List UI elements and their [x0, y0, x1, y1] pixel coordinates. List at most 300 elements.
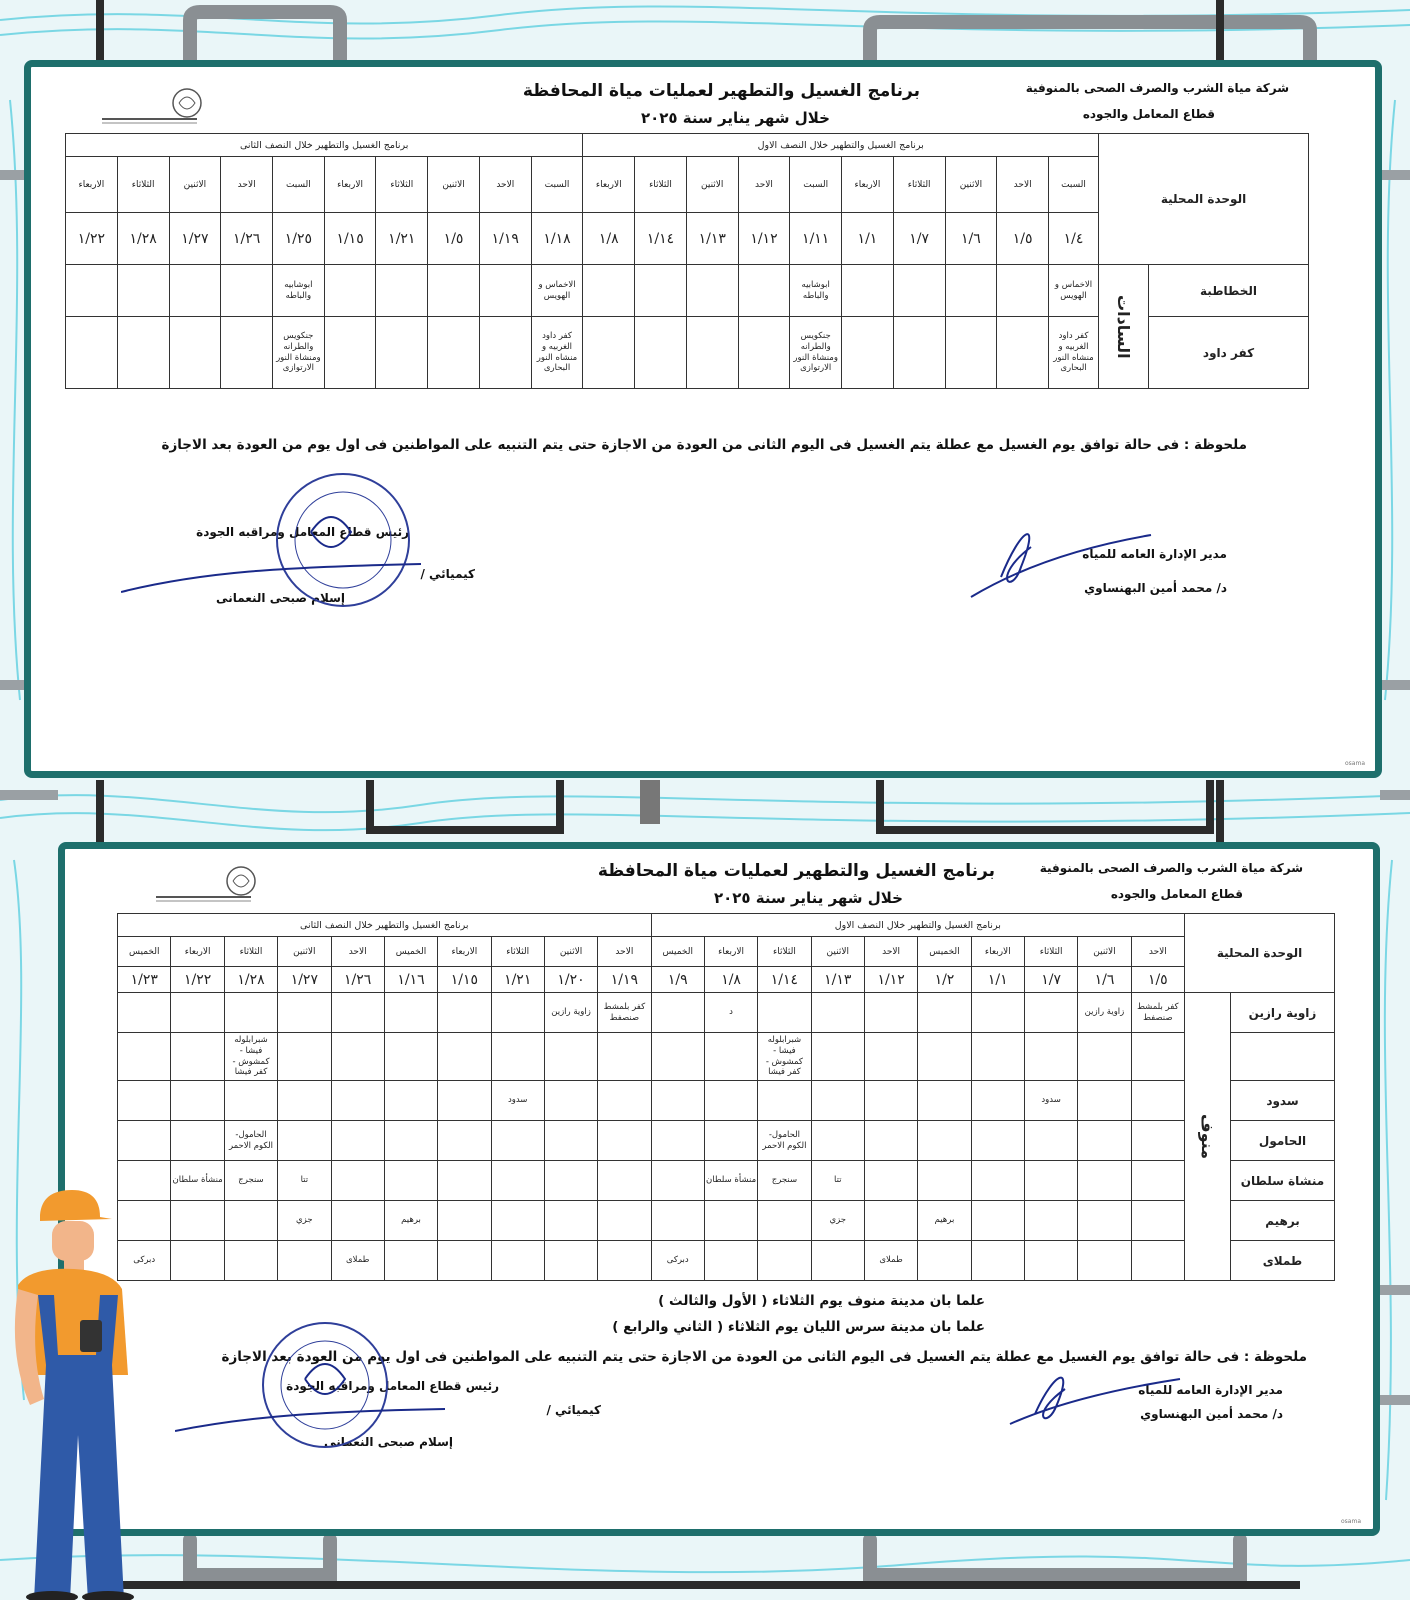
date-cell: ١/١ [971, 967, 1024, 993]
schedule-cell [842, 317, 894, 389]
schedule-cell [945, 265, 997, 317]
schedule-cell [66, 317, 118, 389]
date-cell: ١/٨ [583, 213, 635, 265]
worker-illustration [0, 1185, 150, 1600]
schedule-cell [171, 1201, 224, 1241]
schedule-cell [686, 265, 738, 317]
day-header: الثلاثاء [758, 937, 811, 967]
city-side-label: منوف [1185, 993, 1231, 1281]
date-cell: ١/١٩ [598, 967, 651, 993]
schedule-cell [169, 265, 221, 317]
unit-name: برهيم [1231, 1201, 1335, 1241]
schedule-cell [971, 1081, 1024, 1121]
date-cell: ١/٦ [945, 213, 997, 265]
date-cell: ١/٩ [651, 967, 704, 993]
schedule-cell [918, 1241, 971, 1281]
schedule-cell: شبرابلوله فيشا - كمشوش - كفر فيشا [758, 1033, 811, 1081]
schedule-cell [117, 265, 169, 317]
signature-right-name: د/ محمد أمين البهنساوي [1140, 1407, 1283, 1421]
schedule-cell [169, 317, 221, 389]
table-row [118, 1161, 1335, 1201]
day-header: الاربعاء [438, 937, 491, 967]
schedule-cell [278, 1033, 331, 1081]
schedule-cell [331, 1081, 384, 1121]
day-header: الثلاثاء [376, 157, 428, 213]
official-stamp-icon [121, 472, 421, 607]
schedule-cell [864, 993, 917, 1033]
day-header: الاحد [738, 157, 790, 213]
date-cell: ١/٤ [1049, 213, 1099, 265]
schedule-table [117, 913, 1335, 1281]
official-stamp-icon [175, 1319, 455, 1449]
schedule-cell: الاخماس و الهويس [1049, 265, 1099, 317]
schedule-cell [811, 1033, 864, 1081]
schedule-cell: ابوشابيه والباطه [272, 265, 324, 317]
schedule-cell [864, 1081, 917, 1121]
schedule-cell [171, 1081, 224, 1121]
schedule-cell [278, 1241, 331, 1281]
schedule-cell [1131, 1033, 1184, 1081]
schedule-cell [1078, 1081, 1131, 1121]
day-header: الاثنين [811, 937, 864, 967]
schedule-cell [224, 1241, 277, 1281]
schedule-cell [893, 317, 945, 389]
schedule-cell [758, 1201, 811, 1241]
schedule-cell [324, 265, 376, 317]
schedule-cell [224, 1201, 277, 1241]
schedule-cell [971, 1201, 1024, 1241]
date-cell: ١/٨ [704, 967, 757, 993]
schedule-cell: منشأة سلطان [704, 1161, 757, 1201]
day-header: السبت [272, 157, 324, 213]
city-side-label: السادات [1099, 265, 1149, 389]
schedule-cell [651, 1121, 704, 1161]
date-cell: ١/٢٨ [224, 967, 277, 993]
schedule-cell: دبركى [651, 1241, 704, 1281]
date-cell: ١/١٤ [635, 213, 687, 265]
schedule-cell [384, 1121, 437, 1161]
schedule-cell [971, 1033, 1024, 1081]
schedule-cell [331, 993, 384, 1033]
schedule-cell: كفر بلمشط صنصفط [598, 993, 651, 1033]
table-row [118, 1241, 1335, 1281]
schedule-cell [651, 1081, 704, 1121]
date-cell: ١/٢٣ [118, 967, 171, 993]
schedule-cell [1078, 1121, 1131, 1161]
schedule-cell [384, 1241, 437, 1281]
unit-name: الخطاطبة [1149, 265, 1309, 317]
schedule-cell: جنكويس والطرانه ومنشاة النور الارتوازى [272, 317, 324, 389]
day-header: الاربعاء [583, 157, 635, 213]
schedule-cell [1131, 1201, 1184, 1241]
schedule-cell [171, 993, 224, 1033]
schedule-sheet-sadat [24, 60, 1382, 778]
schedule-cell [583, 317, 635, 389]
schedule-cell [438, 1161, 491, 1201]
schedule-cell [224, 1081, 277, 1121]
schedule-cell [997, 265, 1049, 317]
schedule-cell [491, 1121, 544, 1161]
first-half-header: برنامج الغسيل والتطهير خلال النصف الاول [651, 914, 1184, 937]
schedule-cell [686, 317, 738, 389]
unit-name: الحامول [1231, 1121, 1335, 1161]
schedule-cell [438, 1121, 491, 1161]
day-header: الاثنين [686, 157, 738, 213]
schedule-cell [598, 1161, 651, 1201]
day-header: السبت [1049, 157, 1099, 213]
unit-name: زاوية رازين [1231, 993, 1335, 1033]
schedule-cell [1024, 1241, 1077, 1281]
schedule-cell [598, 1121, 651, 1161]
date-cell: ١/٢٦ [331, 967, 384, 993]
date-cell: ١/٦ [1078, 967, 1131, 993]
schedule-cell [1131, 1121, 1184, 1161]
company-logo-icon [97, 85, 217, 129]
signature-left-name: إسلام صبحى النعمانى [324, 1435, 453, 1449]
date-cell: ١/٢١ [376, 213, 428, 265]
schedule-cell [864, 1033, 917, 1081]
schedule-cell [918, 1081, 971, 1121]
schedule-cell [376, 317, 428, 389]
day-header: السبت [790, 157, 842, 213]
unit-header: الوحدة المحلية [1185, 914, 1335, 993]
table-row [66, 265, 1309, 317]
schedule-cell [118, 993, 171, 1033]
date-cell: ١/٢٢ [171, 967, 224, 993]
signature-right-title: مدير الإدارة العامه للمياه [1082, 547, 1227, 561]
schedule-cell: الحامول- الكوم الاحمر [224, 1121, 277, 1161]
date-cell: ١/٢٥ [272, 213, 324, 265]
schedule-cell: كفر بلمشط صنصفط [1131, 993, 1184, 1033]
schedule-cell [945, 317, 997, 389]
signature-left-title: رئيس قطاع المعامل ومراقبه الجودة [196, 525, 409, 539]
schedule-cell [758, 1081, 811, 1121]
day-header: الاحد [479, 157, 531, 213]
schedule-cell [598, 1201, 651, 1241]
schedule-cell: الاخماس و الهويس [531, 265, 583, 317]
schedule-cell [331, 1161, 384, 1201]
signature-right-title: مدير الإدارة العامه للمياه [1138, 1383, 1283, 1397]
schedule-cell [1131, 1241, 1184, 1281]
schedule-cell [384, 1081, 437, 1121]
unit-header: الوحدة المحلية [1099, 134, 1309, 265]
info-line-sers-ellayan: علما بان مدينة سرس الليان يوم الثلاثاء ( الثاني والرابع ) [612, 1319, 985, 1335]
schedule-cell [811, 1241, 864, 1281]
schedule-cell [438, 1201, 491, 1241]
schedule-cell [438, 1033, 491, 1081]
schedule-cell [918, 1033, 971, 1081]
schedule-cell: طملاى [331, 1241, 384, 1281]
schedule-cell: برهيم [918, 1201, 971, 1241]
day-header: الاحد [598, 937, 651, 967]
schedule-cell [479, 317, 531, 389]
schedule-cell [491, 1033, 544, 1081]
day-header: الاثنين [278, 937, 331, 967]
date-cell: ١/١٩ [479, 213, 531, 265]
schedule-cell [438, 1081, 491, 1121]
schedule-cell [811, 1081, 864, 1121]
schedule-cell [971, 1121, 1024, 1161]
signature-right-scribble-icon [961, 507, 1161, 607]
table-row [118, 1081, 1335, 1121]
schedule-cell [1078, 1161, 1131, 1201]
schedule-cell: جزي [278, 1201, 331, 1241]
schedule-cell [428, 317, 480, 389]
day-header: الاحد [997, 157, 1049, 213]
day-header: الاربعاء [971, 937, 1024, 967]
schedule-cell: زاوية رازين [1078, 993, 1131, 1033]
schedule-cell [224, 993, 277, 1033]
schedule-cell [544, 1033, 597, 1081]
schedule-cell: جزي [811, 1201, 864, 1241]
schedule-cell: منشأة سلطان [171, 1161, 224, 1201]
info-line-menouf: علما بان مدينة منوف يوم الثلاثاء ( الأول والثالث ) [658, 1293, 985, 1309]
schedule-cell [864, 1201, 917, 1241]
day-header: الاحد [1131, 937, 1184, 967]
day-header: الاحد [221, 157, 273, 213]
day-header: الثلاثاء [893, 157, 945, 213]
date-cell: ١/٢٢ [66, 213, 118, 265]
day-header: الخميس [118, 937, 171, 967]
department-name: قطاع المعامل والجوده [1082, 107, 1215, 121]
schedule-cell [1078, 1033, 1131, 1081]
schedule-cell [1024, 1033, 1077, 1081]
date-cell: ١/٥ [997, 213, 1049, 265]
schedule-cell [118, 1033, 171, 1081]
date-cell: ١/١٨ [531, 213, 583, 265]
date-cell: ١/٢ [918, 967, 971, 993]
page-title: برنامج الغسيل والتطهير لعمليات مياة المحافظة [522, 81, 920, 101]
day-header: الاربعاء [704, 937, 757, 967]
schedule-cell [1024, 993, 1077, 1033]
holiday-note: ملحوظة : فى حالة توافق يوم الغسيل مع عطلة يتم الغسيل فى اليوم الثانى من العودة من الاجازة حتى يتم التنبيه على المواطنين فى اول يوم من العودة بعد الاجازة [221, 1349, 1307, 1365]
schedule-cell [479, 265, 531, 317]
schedule-cell [918, 1161, 971, 1201]
day-header: الاربعاء [842, 157, 894, 213]
schedule-cell [918, 1121, 971, 1161]
schedule-cell [331, 1033, 384, 1081]
schedule-cell [704, 1201, 757, 1241]
day-header: الخميس [384, 937, 437, 967]
schedule-cell [997, 317, 1049, 389]
schedule-cell [491, 1241, 544, 1281]
schedule-cell [491, 993, 544, 1033]
date-cell: ١/١٥ [324, 213, 376, 265]
day-header: الثلاثاء [635, 157, 687, 213]
schedule-cell: كفر داود الغربيه و منشاه النور البحارى [531, 317, 583, 389]
schedule-cell [331, 1121, 384, 1161]
schedule-cell [918, 993, 971, 1033]
schedule-cell: برهيم [384, 1201, 437, 1241]
schedule-cell: د [704, 993, 757, 1033]
schedule-cell [738, 265, 790, 317]
schedule-cell: كفر داود الغربيه و منشاه النور البحارى [1049, 317, 1099, 389]
schedule-cell [583, 265, 635, 317]
date-cell: ١/٢٨ [117, 213, 169, 265]
date-cell: ١/٥ [428, 213, 480, 265]
schedule-cell: تتا [811, 1161, 864, 1201]
schedule-cell [384, 1161, 437, 1201]
schedule-cell [428, 265, 480, 317]
second-half-header: برنامج الغسيل والتطهير خلال النصف الثانى [66, 134, 583, 157]
schedule-cell [1024, 1161, 1077, 1201]
date-cell: ١/١٣ [686, 213, 738, 265]
schedule-cell [864, 1161, 917, 1201]
day-header: الثلاثاء [117, 157, 169, 213]
schedule-sheet-menouf [58, 842, 1380, 1536]
schedule-cell [544, 1161, 597, 1201]
schedule-cell [438, 993, 491, 1033]
day-header: الاربعاء [324, 157, 376, 213]
date-cell: ١/٢٧ [169, 213, 221, 265]
schedule-cell [893, 265, 945, 317]
scan-marker: osama [1341, 1518, 1361, 1525]
schedule-cell [651, 993, 704, 1033]
page-title: برنامج الغسيل والتطهير لعمليات مياة المحافظة [597, 861, 995, 881]
signature-left-role: كيميائي / [546, 1403, 601, 1417]
schedule-cell: سدود [1024, 1081, 1077, 1121]
schedule-cell [438, 1241, 491, 1281]
schedule-cell [971, 993, 1024, 1033]
schedule-cell [66, 265, 118, 317]
day-header: الاثنين [169, 157, 221, 213]
department-name: قطاع المعامل والجوده [1110, 887, 1243, 901]
date-cell: ١/١١ [790, 213, 842, 265]
day-header: الاثنين [1078, 937, 1131, 967]
schedule-cell [221, 317, 273, 389]
date-cell: ١/١ [842, 213, 894, 265]
schedule-cell [704, 1081, 757, 1121]
table-row [118, 993, 1335, 1033]
date-cell: ١/٥ [1131, 967, 1184, 993]
schedule-cell [384, 993, 437, 1033]
second-half-header: برنامج الغسيل والتطهير خلال النصف الثانى [118, 914, 652, 937]
unit-name: سدود [1231, 1081, 1335, 1121]
schedule-cell [704, 1121, 757, 1161]
schedule-cell: طملاى [864, 1241, 917, 1281]
schedule-cell [384, 1033, 437, 1081]
schedule-cell [544, 1081, 597, 1121]
schedule-cell [544, 1241, 597, 1281]
date-cell: ١/١٢ [738, 213, 790, 265]
company-name: شركة مياة الشرب والصرف الصحى بالمنوفية [1025, 81, 1289, 95]
schedule-cell: سنجرج [224, 1161, 277, 1201]
day-header: الاحد [864, 937, 917, 967]
schedule-cell [758, 1241, 811, 1281]
unit-name [1231, 1033, 1335, 1081]
schedule-cell [704, 1241, 757, 1281]
day-header: الخميس [918, 937, 971, 967]
schedule-cell [491, 1161, 544, 1201]
schedule-cell [651, 1201, 704, 1241]
schedule-cell [864, 1121, 917, 1161]
day-header: الثلاثاء [1024, 937, 1077, 967]
schedule-cell [635, 317, 687, 389]
schedule-cell [1078, 1201, 1131, 1241]
schedule-cell [544, 1201, 597, 1241]
page-subtitle: خلال شهر يناير سنة ٢٠٢٥ [640, 109, 830, 127]
schedule-cell: الحامول- الكوم الاحمر [758, 1121, 811, 1161]
scan-marker: osama [1345, 760, 1365, 767]
schedule-cell: سنجرج [758, 1161, 811, 1201]
unit-name: منشاة سلطان [1231, 1161, 1335, 1201]
schedule-cell [278, 993, 331, 1033]
day-header: الثلاثاء [224, 937, 277, 967]
day-header: السبت [531, 157, 583, 213]
schedule-cell [1078, 1241, 1131, 1281]
schedule-cell [117, 317, 169, 389]
table-row [118, 1121, 1335, 1161]
schedule-cell [324, 317, 376, 389]
date-cell: ١/٢١ [491, 967, 544, 993]
unit-name: طملاى [1231, 1241, 1335, 1281]
schedule-cell: سدود [491, 1081, 544, 1121]
day-header: الاثنين [544, 937, 597, 967]
date-cell: ١/١٢ [864, 967, 917, 993]
schedule-cell [278, 1121, 331, 1161]
date-cell: ١/١٤ [758, 967, 811, 993]
date-cell: ١/١٥ [438, 967, 491, 993]
table-row [118, 1033, 1335, 1081]
day-header: الاثنين [945, 157, 997, 213]
company-name: شركة مياة الشرب والصرف الصحى بالمنوفية [1039, 861, 1303, 875]
table-row [118, 1201, 1335, 1241]
day-header: الثلاثاء [491, 937, 544, 967]
date-cell: ١/٧ [893, 213, 945, 265]
date-cell: ١/١٣ [811, 967, 864, 993]
schedule-cell [1024, 1201, 1077, 1241]
schedule-cell: شبرابلوله فيشا - كمشوش - كفر فيشا [224, 1033, 277, 1081]
schedule-cell: زاوية رازين [544, 993, 597, 1033]
schedule-cell [651, 1161, 704, 1201]
schedule-cell [598, 1033, 651, 1081]
schedule-table [65, 133, 1309, 389]
schedule-cell [598, 1081, 651, 1121]
day-header: الاحد [331, 937, 384, 967]
schedule-cell [738, 317, 790, 389]
schedule-cell [1131, 1161, 1184, 1201]
holiday-note: ملحوظة : فى حالة توافق يوم الغسيل مع عطلة يتم الغسيل فى اليوم الثانى من العودة من الاجازة حتى يتم التنبيه على المواطنين فى اول يوم من العودة بعد الاجازة [161, 437, 1247, 453]
schedule-cell [278, 1081, 331, 1121]
schedule-cell [1024, 1121, 1077, 1161]
day-header: الخميس [651, 937, 704, 967]
schedule-cell [971, 1241, 1024, 1281]
schedule-cell [118, 1081, 171, 1121]
schedule-cell [544, 1121, 597, 1161]
schedule-cell [171, 1121, 224, 1161]
schedule-cell [651, 1033, 704, 1081]
schedule-cell [331, 1201, 384, 1241]
date-cell: ١/٢٧ [278, 967, 331, 993]
date-cell: ١/٧ [1024, 967, 1077, 993]
company-logo-icon [151, 863, 271, 907]
day-header: الاثنين [428, 157, 480, 213]
day-header: الاربعاء [171, 937, 224, 967]
schedule-cell [704, 1033, 757, 1081]
schedule-cell [971, 1161, 1024, 1201]
signature-right-name: د/ محمد أمين البهنساوي [1084, 581, 1227, 595]
unit-name: كفر داود [1149, 317, 1309, 389]
schedule-cell [598, 1241, 651, 1281]
date-cell: ١/٢٠ [544, 967, 597, 993]
schedule-cell [491, 1201, 544, 1241]
schedule-cell [171, 1033, 224, 1081]
schedule-cell [811, 993, 864, 1033]
page-subtitle: خلال شهر يناير سنة ٢٠٢٥ [713, 889, 903, 907]
first-half-header: برنامج الغسيل والتطهير خلال النصف الاول [583, 134, 1099, 157]
day-header: الاربعاء [66, 157, 118, 213]
schedule-cell [376, 265, 428, 317]
